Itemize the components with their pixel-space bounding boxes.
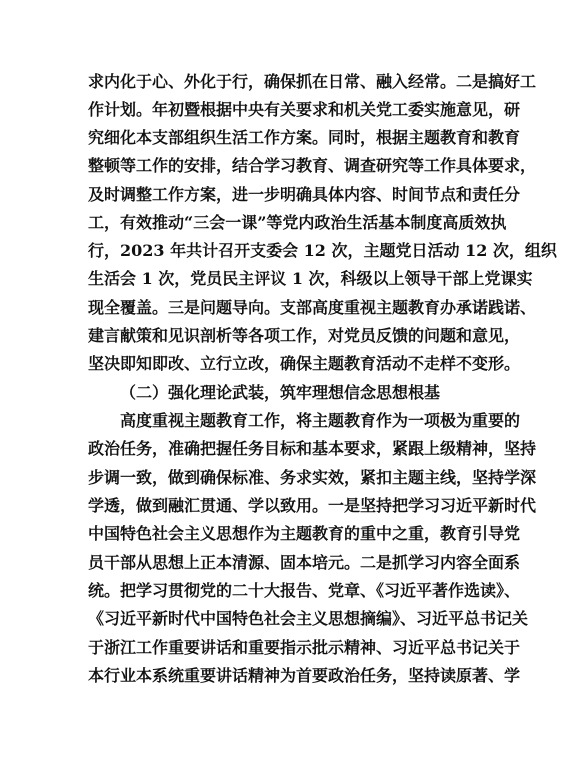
text-line: 整顿等工作的安排，结合学习教育、调查研究等工作具体要求， [88,156,537,175]
text-line: 作计划。年初暨根据中央有关要求和机关党工委实施意见，研 [88,100,521,119]
text-line: 求内化于心、外化于行，确保抓在日常、融入经常。二是搞好工 [88,72,537,91]
text-line: 工，有效推动“三会一课”等党内政治生活基本制度高质效执 [88,213,507,232]
text-line: 中国特色社会主义思想作为主题教育的重中之重，教育引导党 [88,524,521,543]
text-line: 统。把学习贯彻党的二十大报告、党章、《习近平著作选读》、 [88,581,521,600]
text-line: 建言献策和见识剖析等各项工作，对党员反馈的问题和意见， [88,326,521,345]
text-line: 现全覆盖。三是问题导向。支部高度重视主题教育办承诺践诺、 [88,298,537,317]
text-line: 步调一致，做到确保标准、务求实效，紧扣主题主线，坚持学深 [88,468,537,487]
text-line: 员干部从思想上正本清源、固本培元。二是抓学习内容全面系 [88,553,521,572]
text-line: 高度重视主题教育工作，将主题教育作为一项极为重要的 [120,411,521,430]
text-line: 究细化本支部组织生活工作方案。同时，根据主题教育和教育 [88,128,521,147]
text-line: 学透，做到融汇贯通、学以致用。一是坚持把学习习近平新时代 [88,496,537,515]
section-heading: （二）强化理论武装，筑牢理想信念思想根基 [120,383,441,402]
text-line: 生活会 1 次，党员民主评议 1 次，科级以上领导干部上党课实 [88,269,533,288]
text-line: 于浙江工作重要讲话和重要指示批示精神、习近平总书记关于 [88,638,521,657]
text-line: 本行业本系统重要讲话精神为首要政治任务，坚持读原著、学 [88,666,521,685]
text-line: 及时调整工作方案，进一步明确具体内容、时间节点和责任分 [88,185,521,204]
text-line: 《习近平新时代中国特色社会主义思想摘编》、习近平总书记关 [88,609,529,628]
text-line: 坚决即知即改、立行立改，确保主题教育活动不走样不变形。 [88,354,521,373]
text-line: 政治任务，准确把握任务目标和基本要求，紧跟上级精神，坚持 [88,439,537,458]
text-line: 行，2023 年共计召开支委会 12 次，主题党日活动 12 次，组织 [88,241,557,260]
